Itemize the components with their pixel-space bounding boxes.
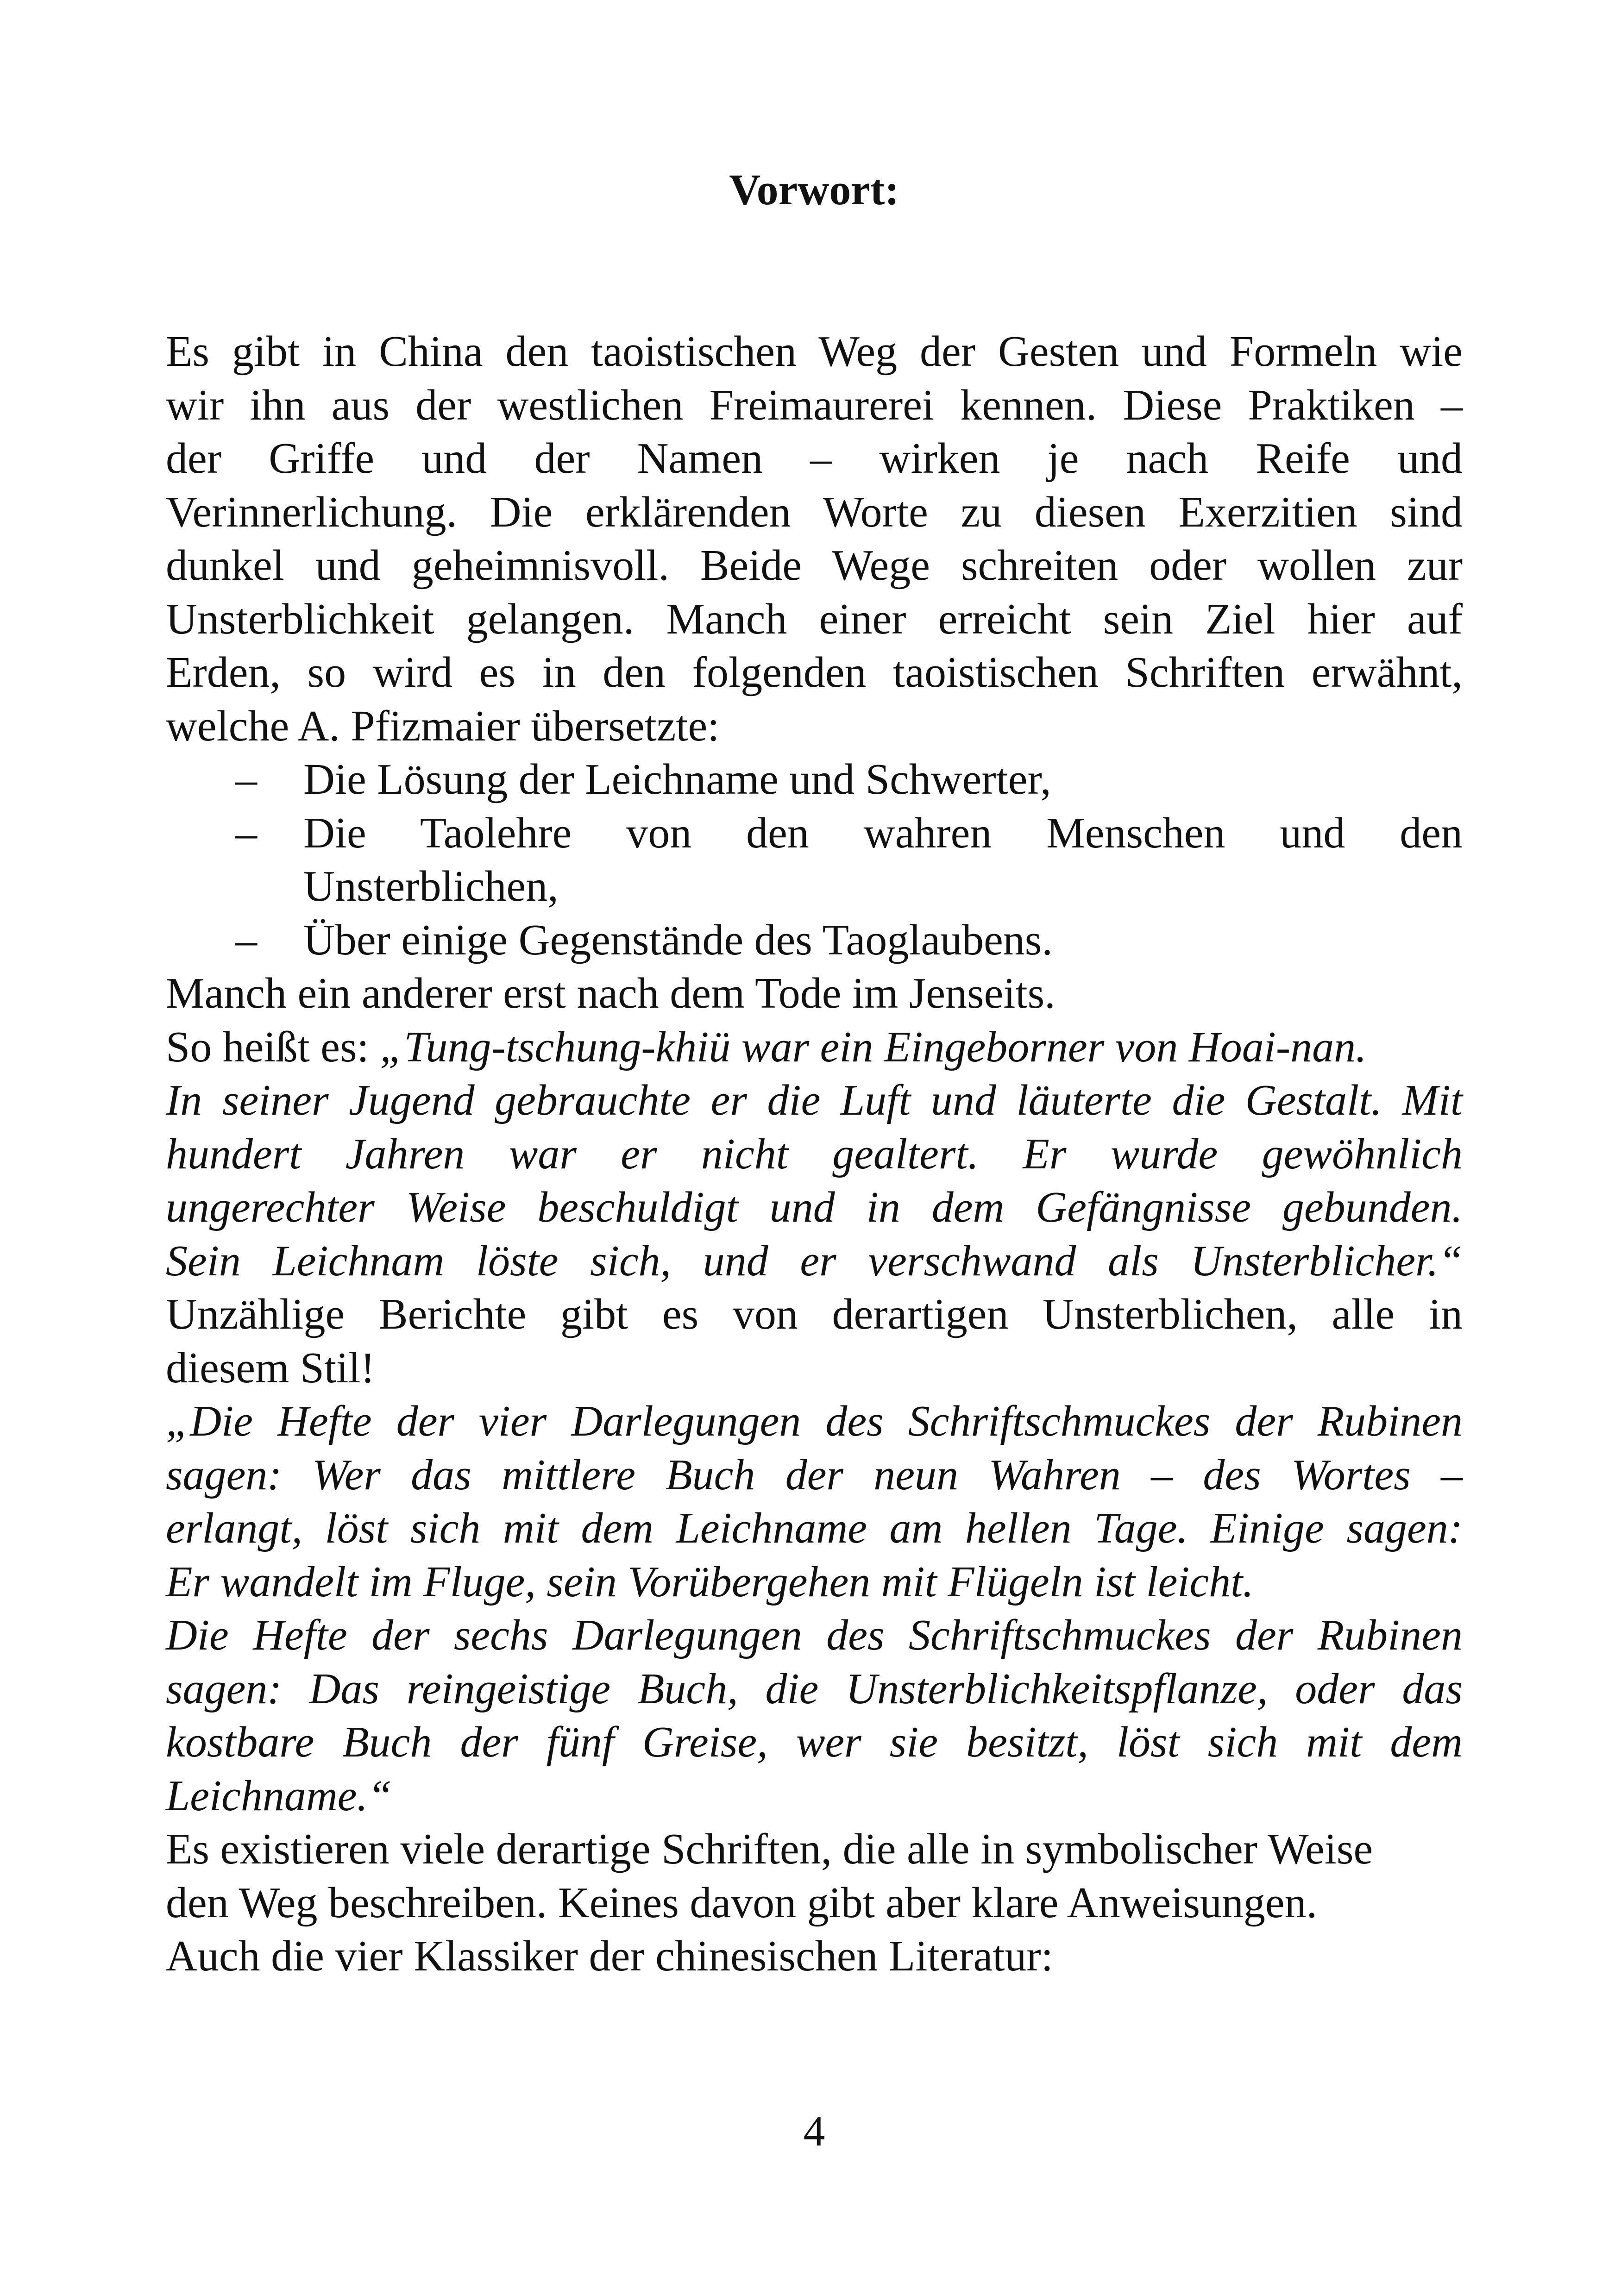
list-item-text: Die Lösung der Leichname und Schwerter,: [303, 755, 1051, 803]
list-item: [166, 807, 1463, 860]
text-line: der Griffe und der Namen – wirken je nach Reife und: [166, 434, 1463, 483]
page-number: 4: [803, 2107, 825, 2155]
document-page: [166, 0, 1463, 2296]
text-line: wir ihn aus der westlichen Freimaurerei kennen. Diese Praktiken –: [166, 381, 1463, 429]
page-heading: Vorwort:: [729, 166, 899, 214]
bullet-dash: –: [235, 809, 257, 857]
text-line: Auch die vier Klassiker der chinesischen Literatur:: [166, 1932, 1053, 1980]
list-item-continuation: Unsterblichen,: [303, 862, 559, 910]
text-line: welche A. Pfizmaier übersetzte:: [166, 702, 720, 750]
list-item-text: Die Taolehre von den wahren Menschen und den: [303, 809, 1463, 857]
quote-line: ungerechter Weise beschuldigt und in dem Gefängnisse gebunden.: [166, 1183, 1463, 1231]
text-line: Unsterblichkeit gelangen. Manch einer erreicht sein Ziel hier auf: [166, 595, 1463, 643]
quote-line: Die Hefte der sechs Darlegungen des Schriftschmuckes der Rubinen: [166, 1611, 1463, 1659]
quote-line: hundert Jahren war er nicht gealtert. Er wurde gewöhnlich: [166, 1129, 1463, 1178]
text-line: Manch ein anderer erst nach dem Tode im Jenseits.: [166, 969, 1056, 1017]
list-item-text: Über einige Gegenstände des Taoglaubens.: [303, 916, 1053, 964]
quote-intro-line: [166, 1021, 1463, 1074]
text-line: diesem Stil!: [166, 1343, 375, 1392]
quote-line: Er wandelt im Fluge, sein Vorübergehen mit Flügeln ist leicht.: [166, 1557, 1254, 1606]
quote-line: erlangt, löst sich mit dem Leichname am hellen Tage. Einige sagen:: [166, 1504, 1463, 1552]
quote-line: In seiner Jugend gebrauchte er die Luft und läuterte die Gestalt. Mit: [166, 1076, 1463, 1124]
quote-line: Leichname.“: [166, 1771, 392, 1820]
list-item: [166, 753, 1463, 807]
text-line: Erden, so wird es in den folgenden taoistischen Schriften erwähnt,: [166, 648, 1463, 696]
quote-line: Sein Leichnam löste sich, und er verschwand als Unsterblicher.“: [166, 1236, 1463, 1285]
bullet-dash: –: [235, 916, 257, 964]
quote-line: „Die Hefte der vier Darlegungen des Schriftschmuckes der Rubinen: [166, 1397, 1463, 1445]
text-line: dunkel und geheimnisvoll. Beide Wege schreiten oder wollen zur: [166, 541, 1463, 590]
quote-line: sagen: Das reingeistige Buch, die Unsterblichkeitspflanze, oder das: [166, 1664, 1463, 1713]
text-line: Es existieren viele derartige Schriften, die alle in symbolischer Weise: [166, 1825, 1373, 1873]
quote-lead: So heißt es:: [166, 1023, 380, 1071]
text-line: Verinnerlichung. Die erklärenden Worte zu diesen Exerzitien sind: [166, 488, 1463, 536]
text-line: Unzählige Berichte gibt es von derartigen Unsterblichen, alle in: [166, 1290, 1463, 1338]
bullet-dash: –: [235, 755, 257, 803]
quote-text: „Tung-tschung-khiü war ein Eingeborner von Hoai-nan.: [380, 1023, 1367, 1071]
text-line: Es gibt in China den taoistischen Weg der Gesten und Formeln wie: [166, 327, 1463, 376]
list-item: [166, 914, 1463, 967]
quote-line: kostbare Buch der fünf Greise, wer sie besitzt, löst sich mit dem: [166, 1718, 1463, 1766]
quote-line: sagen: Wer das mittlere Buch der neun Wahren – des Wortes –: [166, 1450, 1463, 1499]
text-line: den Weg beschreiben. Keines davon gibt aber klare Anweisungen.: [166, 1878, 1318, 1927]
body-text: [166, 325, 1463, 1983]
